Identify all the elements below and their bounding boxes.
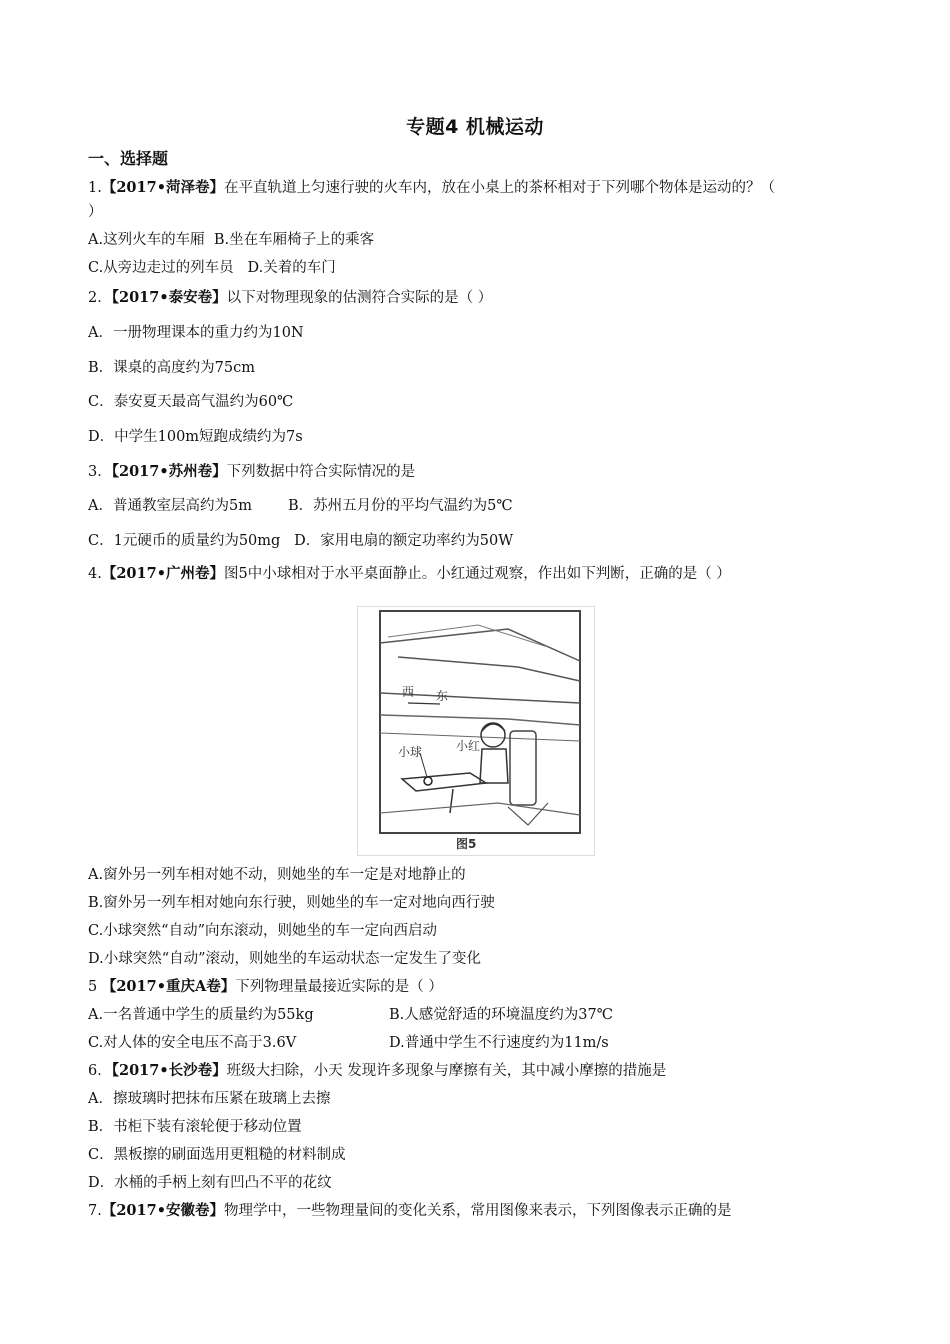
- q2-text: 以下对物理现象的估测符合实际的是（ ）: [226, 290, 493, 306]
- fig-west-label: 西: [402, 685, 415, 699]
- q5-options-row-1: [88, 1003, 848, 1024]
- q5-option-c: C.对人体的安全电压不高于3.6V: [88, 1035, 297, 1051]
- question-3: [88, 460, 415, 481]
- q3-option-d: D．家用电扇的额定功率约为50W: [294, 533, 514, 549]
- q2-source-tag: 【2017•泰安卷】: [111, 289, 227, 306]
- q7-number: 7.: [88, 1203, 102, 1219]
- q6-option-b: B．书柜下装有滚轮便于移动位置: [88, 1119, 302, 1135]
- q6-text: 班级大扫除，小天 发现许多现象与摩擦有关，其中减小摩擦的措施是: [226, 1063, 667, 1079]
- figure-5-train-scene: [357, 606, 595, 856]
- q1-source-tag: 【2017•菏泽卷】: [101, 179, 224, 196]
- q3-option-c: C．1元硬币的质量约为50mg: [88, 533, 281, 549]
- q3-number: 3．: [88, 464, 112, 480]
- q5-options-row-2: [88, 1031, 848, 1052]
- q6-number: 6．: [88, 1063, 112, 1079]
- q3-options-row-1: [88, 494, 513, 515]
- question-1: [88, 176, 775, 197]
- train-illustration: [358, 607, 594, 855]
- q3-text: 下列数据中符合实际情况的是: [226, 464, 416, 480]
- q3-options-row-2: [88, 529, 513, 550]
- q3-option-a: A．普通教室层高约为5m: [88, 498, 252, 514]
- q2-option-a: A．一册物理课本的重力约为10N: [88, 325, 304, 341]
- q2-option-c: C．泰安夏天最高气温约为60℃: [88, 394, 294, 410]
- q5-option-a: A.一名普通中学生的质量约为55kg: [88, 1007, 314, 1023]
- q7-text: 物理学中，一些物理量间的变化关系，常用图像来表示，下列图像表示正确的是: [223, 1203, 732, 1219]
- q1-options-row-2: [88, 256, 336, 277]
- question-4: [88, 562, 731, 583]
- q2-number: 2．: [88, 290, 112, 306]
- q1-option-c: C.从旁边走过的列车员: [88, 260, 234, 276]
- q4-option-a: A.窗外另一列车相对她不动，则她坐的车一定是对地静止的: [88, 867, 466, 883]
- q6-option-c: C．黑板擦的刷面选用更粗糙的材料制成: [88, 1147, 346, 1163]
- q4-option-c: C.小球突然“自动”向东滚动，则她坐的车一定向西启动: [88, 923, 438, 939]
- q6-option-a: A．擦玻璃时把抹布压紧在玻璃上去擦: [88, 1091, 331, 1107]
- q4-source-tag: 【2017•广州卷】: [101, 565, 224, 582]
- question-2: [88, 286, 492, 307]
- page-title: 专题4 机械运动: [406, 116, 544, 138]
- q6-option-d: D．水桶的手柄上刻有凹凸不平的花纹: [88, 1175, 332, 1191]
- q1-options-row-1: [88, 228, 374, 249]
- fig-caption: 图5: [456, 837, 477, 851]
- q6-source-tag: 【2017•长沙卷】: [111, 1062, 227, 1079]
- question-5: [88, 975, 443, 996]
- fig-east-label: 东: [436, 689, 449, 703]
- q2-option-b: B．课桌的高度约为75cm: [88, 360, 255, 376]
- q1-option-b: B.坐在车厢椅子上的乘客: [213, 232, 375, 248]
- q2-option-d: D．中学生100m短跑成绩约为7s: [88, 429, 303, 445]
- q5-number: 5: [88, 979, 98, 995]
- section-heading: 一、选择题: [88, 149, 169, 168]
- q1-option-d: D.关着的车门: [247, 260, 336, 276]
- q7-source-tag: 【2017•安徽卷】: [101, 1202, 224, 1219]
- q4-option-d: D.小球突然“自动”滚动，则她坐的车运动状态一定发生了变化: [88, 951, 482, 967]
- q1-text: 在平直轨道上匀速行驶的火车内，放在小桌上的茶杯相对于下列哪个物体是运动的？（: [223, 180, 775, 196]
- q3-option-b: B．苏州五月份的平均气温约为5℃: [287, 498, 513, 514]
- q3-source-tag: 【2017•苏州卷】: [111, 463, 227, 480]
- fig-ball-label: 小球: [398, 745, 423, 759]
- q4-number: 4.: [88, 566, 102, 582]
- q1-close-paren: ）: [88, 204, 103, 220]
- q5-option-d: D.普通中学生不行速度约为11m/s: [389, 1035, 609, 1051]
- fig-girl-label: 小红: [456, 739, 481, 753]
- question-7: [88, 1199, 731, 1220]
- q5-source-tag: 【2017•重庆A卷】: [101, 978, 236, 995]
- q1-option-a: A.这列火车的车厢: [88, 232, 205, 248]
- q4-text: 图5中小球相对于水平桌面静止。小红通过观察，作出如下判断，正确的是（ ）: [223, 566, 731, 582]
- q1-number: 1.: [88, 180, 102, 196]
- q5-option-b: B.人感觉舒适的环境温度约为37℃: [389, 1007, 613, 1023]
- q5-text: 下列物理量最接近实际的是（ ）: [235, 979, 443, 995]
- q4-option-b: B.窗外另一列车相对她向东行驶，则她坐的车一定对地向西行驶: [88, 895, 495, 911]
- question-6: [88, 1059, 666, 1080]
